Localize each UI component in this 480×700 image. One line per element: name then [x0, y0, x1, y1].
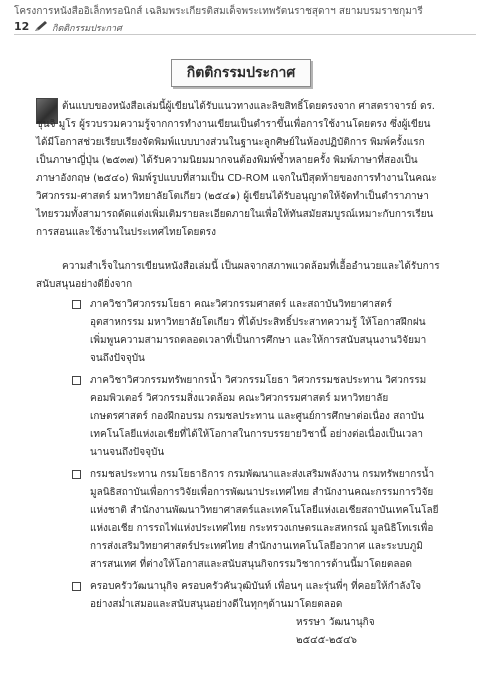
- list-item: [90, 296, 440, 368]
- acknowledgement-list: [90, 296, 440, 618]
- signature-block: [296, 614, 375, 650]
- paragraph-support: ความสำเร็จในการเขียนหนังสือเล่มนี้ เป็นผลจากสภาพแวดล้อมที่เอื้ออำนวยและได้รับการสนับสนุนอย่างดียิ่งจาก: [36, 261, 440, 290]
- list-item: [90, 372, 440, 462]
- list-item: [90, 466, 440, 574]
- list-item-text: ภาควิชาวิศวกรรมโยธา คณะวิศวกรรมศาสตร์ และสถาบันวิทยาศาสตร์อุตสาหกรรม มหาวิทยาลัยโตเกียว ที่ได้ประสิทธิ์ประสาทความรู้ ให้โอกาสฝึกฝนเพิ่มพูนความสามารถตลอดเวลาที่เป็นการศึกษา และให้การสนับสนุนงานวิจัยมาจนถึงปัจจุบัน: [90, 299, 427, 364]
- list-item-text: กรมชลประทาน กรมโยธาธิการ กรมพัฒนาและส่งเสริมพลังงาน กรมทรัพยากรน้ำ มูลนิธิสถาบันเพื่อการวิจัยเพื่อการพัฒนาประเทศไทย สำนักงานคณะกรรมการวิจัยแห่งชาติ สำนักงานพัฒนาวิทยาศาสตร์และเทคโนโลยีแห่งเอเชียสถาบันเทคโนโลยีแห่งเอเชีย การรถไฟแห่งประเทศไทย กระทรวงเกษตรและสหกรณ์ มูลนิธิโทเรเพื่อการส่งเสริมวิทยาศาสตร์ประเทศไทย สำนักงานเทคโนโลยีอวกาศ และระบบภูมิสารสนเทศ ที่ต่างให้โอกาสและสนับสนุนกิจกรรมวิชาการด้านนี้มาโดยตลอด: [90, 469, 439, 570]
- paragraph-intro: ต้นแบบของหนังสือเล่มนี้ผู้เขียนได้รับแนวทางและลิขสิทธิ์โดยตรงจาก ศาสตราจารย์ ดร. ชุนจิ มูโร ผู้รวบรวมความรู้จากการทำงานเขียนเป็นตำราขึ้นเพื่อการใช้งานโดยตรง ซึ่งผู้เขียนได้มีโอกาสช่วยเรียบเรียงจัดพิมพ์แบบบางส่วนในฐานะลูกศิษย์ในห้องปฏิบัติการ พิมพ์ครั้งแรกเป็นภาษาญี่ปุ่น (๒๕๓๗) ได้รับความนิยมมากจนต้องพิมพ์ซ้ำหลายครั้ง พิมพ์ภาษาที่สองเป็นภาษาอังกฤษ (๒๕๔๐) พิมพ์รูปแบบที่สามเป็น CD-ROM แจกในปีสุดท้ายของการทำงานในคณะวิศวกรรม-ศาสตร์ มหาวิทยาลัยโตเกียว (๒๕๔๑) ผู้เขียนได้รับอนุญาตให้จัดทำเป็นตำราภาษาไทยรวมทั้งสามารถดัดแต่งเพิ่มเติมรายละเอียดภายในเพื่อให้ทันสมัยสมบูรณ์เหมาะกับการเรียนการสอนและใช้งานในประเทศไทยโดยตรง: [36, 101, 437, 238]
- square-bullet-icon: [72, 582, 81, 591]
- list-item: [90, 578, 440, 614]
- pen-icon: [34, 20, 48, 32]
- page-title: กิตติกรรมประกาศ: [171, 59, 311, 87]
- page-number: 12: [14, 20, 30, 33]
- header-divider: [14, 34, 476, 35]
- square-bullet-icon: [72, 470, 81, 479]
- square-bullet-icon: [72, 300, 81, 309]
- square-bullet-icon: [72, 376, 81, 385]
- book-series-header: โครงการหนังสืออิเล็กทรอนิกส์ เฉลิมพระเกียรติสมเด็จพระเทพรัตนราชสุดาฯ สยามบรมราชกุมารี: [14, 6, 423, 17]
- author-name: หรรษา วัฒนานุกิจ: [296, 617, 375, 628]
- signature-years: ๒๕๔๕-๒๕๔๖: [296, 635, 357, 646]
- list-item-text: ภาควิชาวิศวกรรมทรัพยากรน้ำ วิศวกรรมโยธา วิศวกรรมชลประทาน วิศวกรรมคอมพิวเตอร์ วิศวกรรมสิ่งแวดล้อม คณะวิศวกรรมศาสตร์ มหาวิทยาลัยเกษตรศาสตร์ กองฝึกอบรม กรมชลประทาน และศูนย์การศึกษาต่อเนื่อง สถาบันเทคโนโลยีแห่งเอเชียที่ได้ให้โอกาสในการบรรยายวิชานี้ อย่างต่อเนื่องเป็นเวลานานจนถึงปัจจุบัน: [90, 375, 427, 458]
- running-section-title: กิตติกรรมประกาศ: [52, 24, 122, 34]
- list-item-text: ครอบครัววัฒนานุกิจ ครอบครัวคันวุฒิบันท์ เพื่อนๆ และรุ่นพี่ๆ ที่คอยให้กำลังใจอย่างสม่ำเสมอและสนับสนุนอย่างดีในทุกๆด้านมาโดยตลอด: [90, 581, 422, 610]
